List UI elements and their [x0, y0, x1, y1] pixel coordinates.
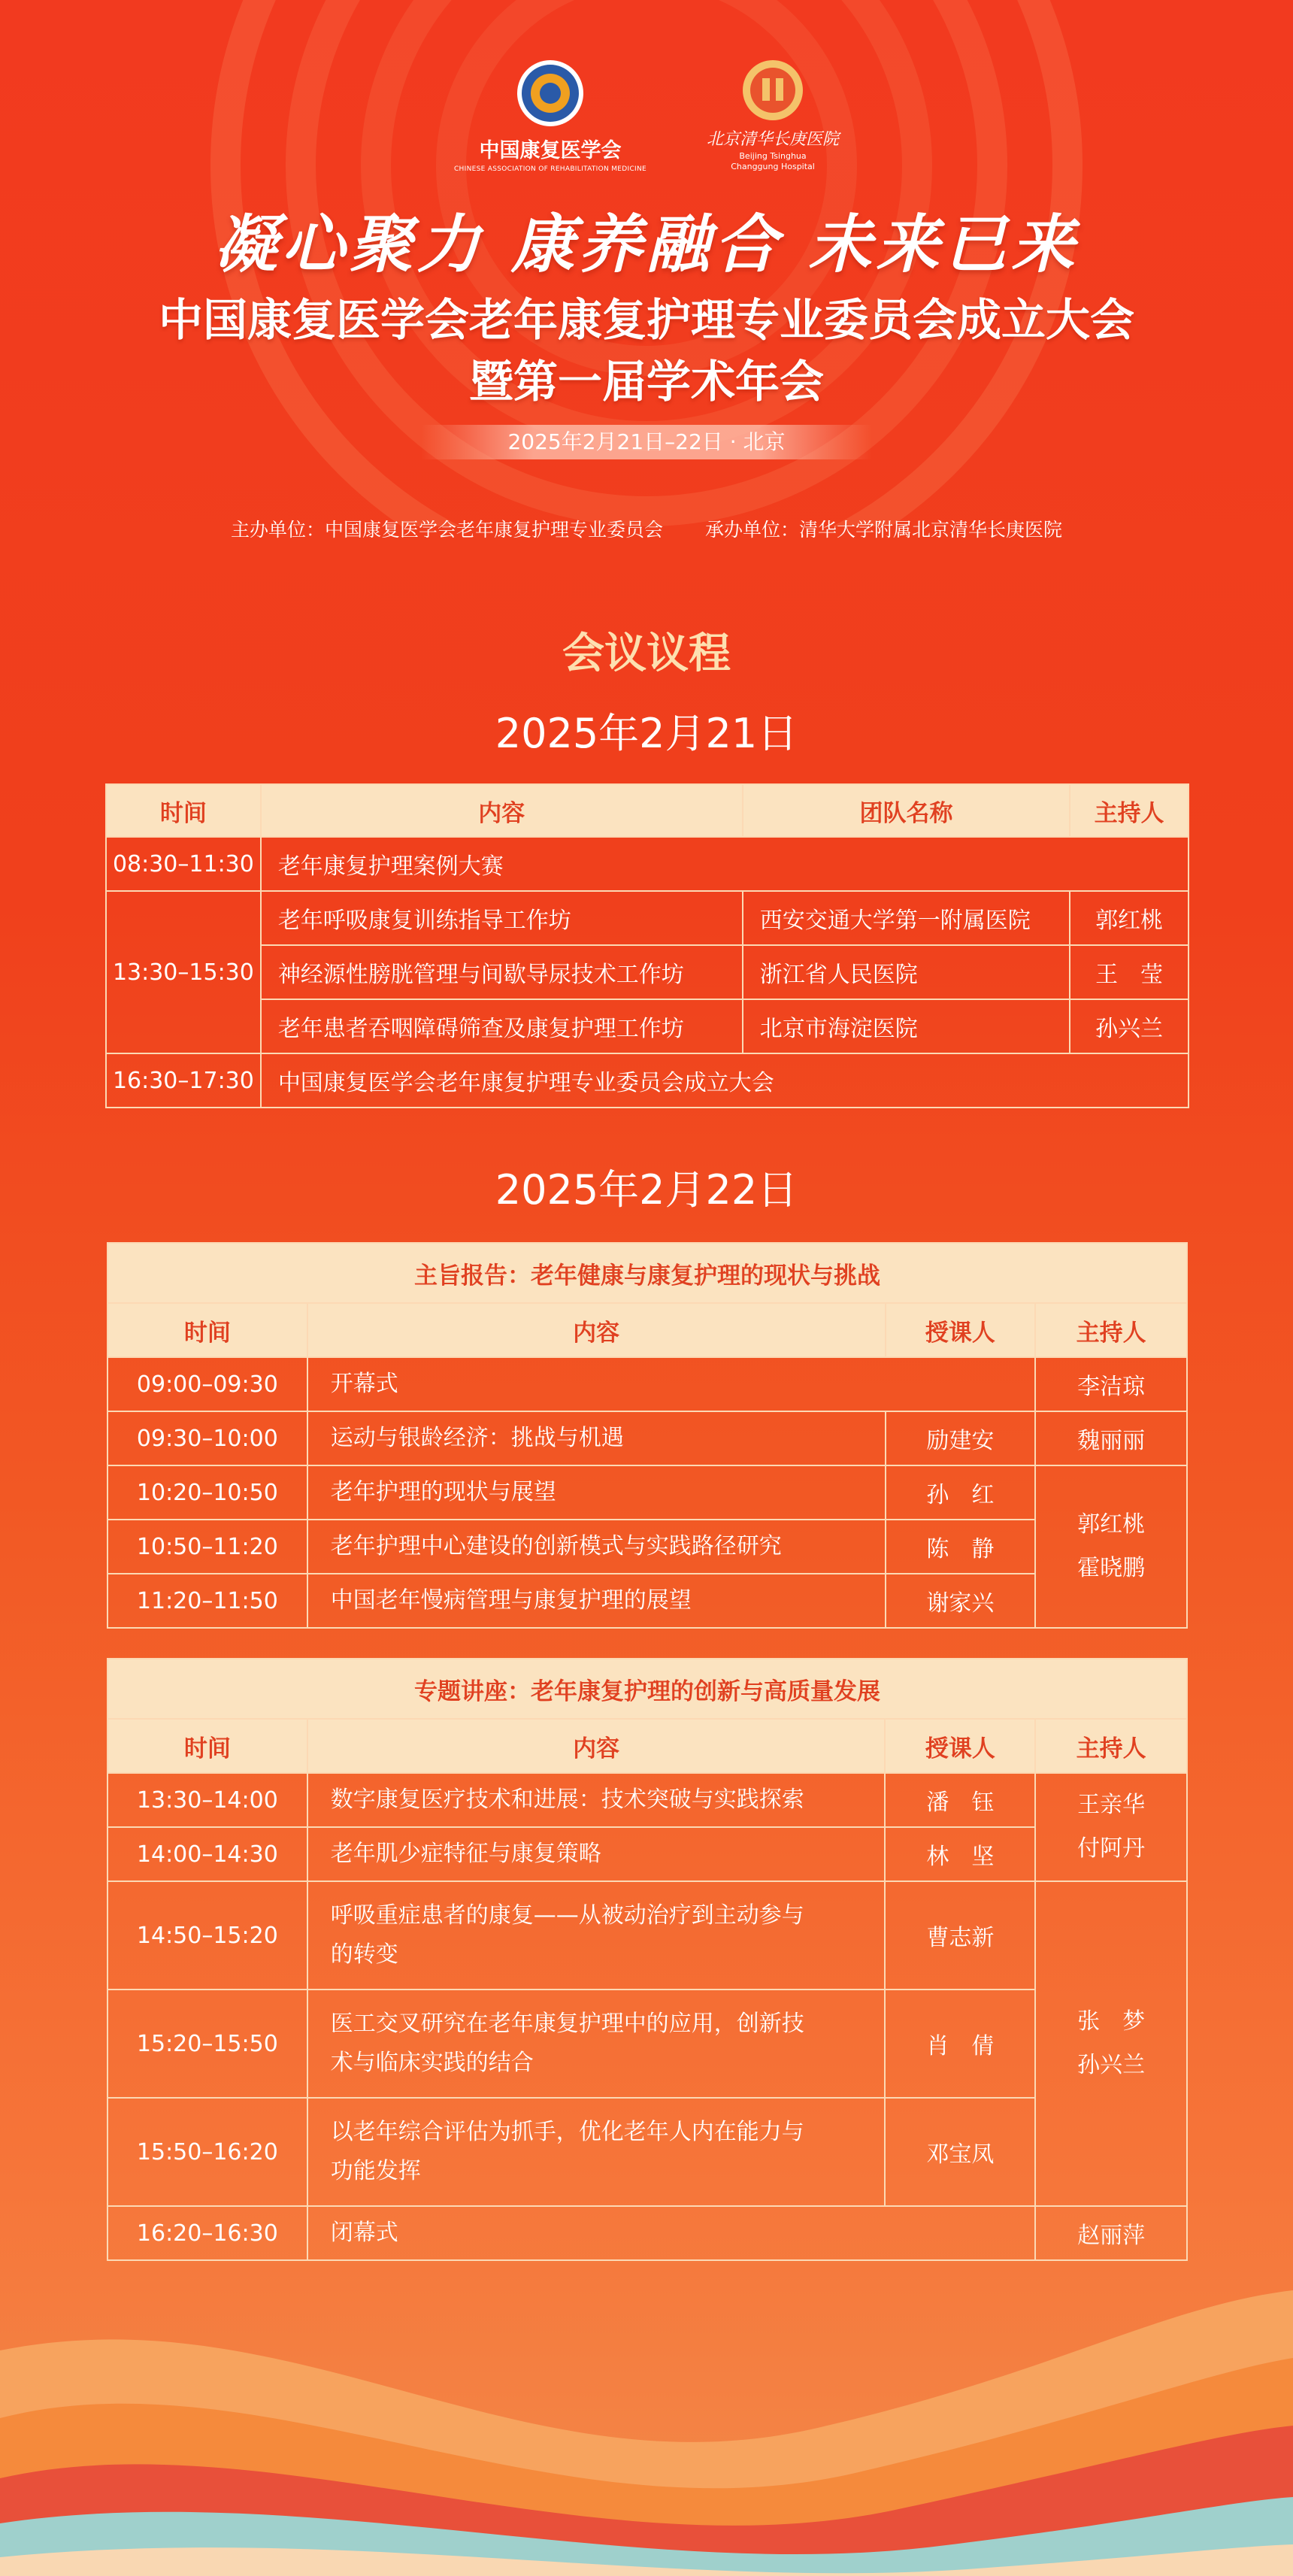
row-time: 09:30–10:00 [107, 1411, 307, 1465]
row-team: 浙江省人民医院 [743, 945, 1070, 999]
row-host: 赵丽萍 [1035, 2206, 1187, 2260]
content-line: 呼吸重症患者的康复——从被动治疗到主动参与 [330, 1902, 804, 1929]
row-time: 16:20–16:30 [107, 2206, 307, 2260]
table-row [107, 1465, 1187, 1520]
row-lecturer: 陈 静 [886, 1520, 1036, 1574]
row-lecturer: 邓宝凤 [885, 2098, 1035, 2206]
page-title-line1: 中国康复医学会老年康复护理专业委员会成立大会 [158, 294, 1134, 346]
header-host: 主持人 [1035, 1303, 1187, 1357]
logo-bar [0, 59, 1293, 173]
row-content: 老年肌少症特征与康复策略 [307, 1827, 886, 1881]
page-title-line2: 暨第一届学术年会 [468, 356, 824, 408]
row-lecturer: 曹志新 [885, 1881, 1035, 1990]
row-lecturer: 励建安 [886, 1411, 1036, 1465]
table-row [107, 1574, 1187, 1628]
content-line: 的转变 [330, 1941, 398, 1968]
header-lecturer: 授课人 [885, 1719, 1035, 1773]
row-time: 10:50–11:20 [107, 1520, 307, 1574]
row-content: 中国老年慢病管理与康复护理的展望 [307, 1574, 886, 1628]
header-time: 时间 [107, 1303, 307, 1357]
row-content [307, 1990, 886, 2098]
host-name: 孙兴兰 [1077, 2052, 1146, 2078]
organizers [0, 515, 1293, 542]
association-logo [454, 59, 646, 173]
row-lecturer: 潘 钰 [885, 1773, 1035, 1827]
table-row [107, 1520, 1187, 1574]
row-time: 13:30–15:30 [106, 891, 261, 1053]
table-row [107, 2206, 1187, 2260]
content-line: 以老年综合评估为抓手，优化老年人内在能力与 [330, 2119, 804, 2145]
row-time: 15:20–15:50 [107, 1990, 307, 2098]
table-row [106, 999, 1189, 1053]
row-host: 魏丽丽 [1035, 1411, 1187, 1465]
hospital-english-line2: Changgung Hospital [731, 162, 815, 171]
hospital-script-name: 北京清华长庚医院 [707, 130, 840, 149]
row-time: 13:30–14:00 [107, 1773, 307, 1827]
table-row [106, 891, 1189, 945]
row-time: 14:50–15:20 [107, 1881, 307, 1990]
row-time: 08:30–11:30 [106, 837, 261, 891]
row-content: 中国康复医学会老年康复护理专业委员会成立大会 [261, 1053, 1189, 1108]
association-emblem-icon [516, 59, 585, 128]
row-content [307, 2098, 886, 2206]
header-content: 内容 [307, 1719, 886, 1773]
row-host: 郭红桃 [1070, 891, 1189, 945]
row-content: 闭幕式 [307, 2206, 1036, 2260]
date-location: 2025年2月21日–22日 · 北京 [421, 425, 872, 459]
row-host-group [1035, 1465, 1187, 1628]
content-line: 医工交叉研究在老年康复护理中的应用，创新技 [330, 2011, 804, 2037]
day1-table [105, 783, 1189, 1108]
table-row [106, 945, 1189, 999]
row-content: 老年护理中心建设的创新模式与实践路径研究 [307, 1520, 886, 1574]
association-english-name: CHINESE ASSOCIATION OF REHABILITATION MEDICINE [453, 165, 647, 173]
row-time: 15:50–16:20 [107, 2098, 307, 2206]
row-content: 老年患者吞咽障碍筛查及康复护理工作坊 [261, 999, 743, 1053]
row-content: 运动与银龄经济：挑战与机遇 [307, 1411, 886, 1465]
row-lecturer: 林 坚 [885, 1827, 1035, 1881]
host-name: 付阿丹 [1077, 1835, 1146, 1862]
table-row [107, 1881, 1187, 1990]
agenda-title: 会议议程 [562, 629, 731, 678]
row-team: 北京市海淀医院 [743, 999, 1070, 1053]
table-row [107, 1411, 1187, 1465]
header-content: 内容 [307, 1303, 886, 1357]
row-host: 王 莹 [1070, 945, 1189, 999]
row-content: 老年康复护理案例大赛 [261, 837, 1189, 891]
table-row [107, 1990, 1187, 2098]
day2-date: 2025年2月22日 [495, 1166, 798, 1214]
keynote-table [107, 1242, 1188, 1629]
row-team: 西安交通大学第一附属医院 [743, 891, 1070, 945]
row-time: 10:20–10:50 [107, 1465, 307, 1520]
table-row [107, 1827, 1187, 1881]
table-row [106, 837, 1189, 891]
decorative-waves [0, 2260, 1293, 2576]
row-content: 开幕式 [307, 1357, 1036, 1411]
lecture-table [107, 1658, 1188, 2261]
header-time: 时间 [107, 1719, 307, 1773]
row-lecturer: 孙 红 [886, 1465, 1036, 1520]
content-line: 功能发挥 [330, 2158, 421, 2184]
table-row [107, 2098, 1187, 2206]
row-content: 数字康复医疗技术和进展：技术突破与实践探索 [307, 1773, 886, 1827]
day1-date: 2025年2月21日 [495, 710, 798, 757]
host-name: 郭红桃 [1077, 1511, 1146, 1538]
row-time: 14:00–14:30 [107, 1827, 307, 1881]
keynote-section-title: 主旨报告：老年健康与康复护理的现状与挑战 [107, 1243, 1187, 1303]
row-host-group [1035, 1881, 1187, 2206]
row-content: 老年护理的现状与展望 [307, 1465, 886, 1520]
hospital-emblem-icon [741, 59, 804, 122]
table-row [106, 1053, 1189, 1108]
content-line: 术与临床实践的结合 [330, 2050, 534, 2076]
row-lecturer: 肖 倩 [885, 1990, 1035, 2098]
row-content: 神经源性膀胱管理与间歇导尿技术工作坊 [261, 945, 743, 999]
row-host: 孙兴兰 [1070, 999, 1189, 1053]
row-content: 老年呼吸康复训练指导工作坊 [261, 891, 743, 945]
hospital-english-name [731, 151, 815, 172]
row-time: 11:20–11:50 [107, 1574, 307, 1628]
header-team: 团队名称 [743, 784, 1070, 837]
row-host-group [1035, 1773, 1187, 1881]
slogan: 凝心聚力 康养融合 未来已来 [213, 207, 1080, 281]
hospital-logo [707, 59, 839, 172]
association-name: 中国康复医学会 [479, 139, 622, 162]
row-host: 李洁琼 [1035, 1357, 1187, 1411]
header-time: 时间 [106, 784, 261, 837]
header-host: 主持人 [1070, 784, 1189, 837]
host-name: 王亲华 [1077, 1792, 1146, 1818]
header-lecturer: 授课人 [886, 1303, 1036, 1357]
header-content: 内容 [261, 784, 743, 837]
row-time: 16:30–17:30 [106, 1053, 261, 1108]
host-name: 霍晓鹏 [1077, 1555, 1146, 1581]
row-lecturer: 谢家兴 [886, 1574, 1036, 1628]
hospital-english-line1: Beijing Tsinghua [739, 151, 807, 161]
lecture-section-title: 专题讲座：老年康复护理的创新与高质量发展 [107, 1659, 1187, 1719]
table-row [107, 1357, 1187, 1411]
header-host: 主持人 [1035, 1719, 1187, 1773]
row-content [307, 1881, 886, 1990]
row-time: 09:00–09:30 [107, 1357, 307, 1411]
host-name: 张 梦 [1077, 2008, 1146, 2035]
table-row [107, 1773, 1187, 1827]
organizer: 主办单位：中国康复医学会老年康复护理专业委员会 [230, 519, 663, 541]
co-organizer: 承办单位：清华大学附属北京清华长庚医院 [705, 519, 1063, 541]
